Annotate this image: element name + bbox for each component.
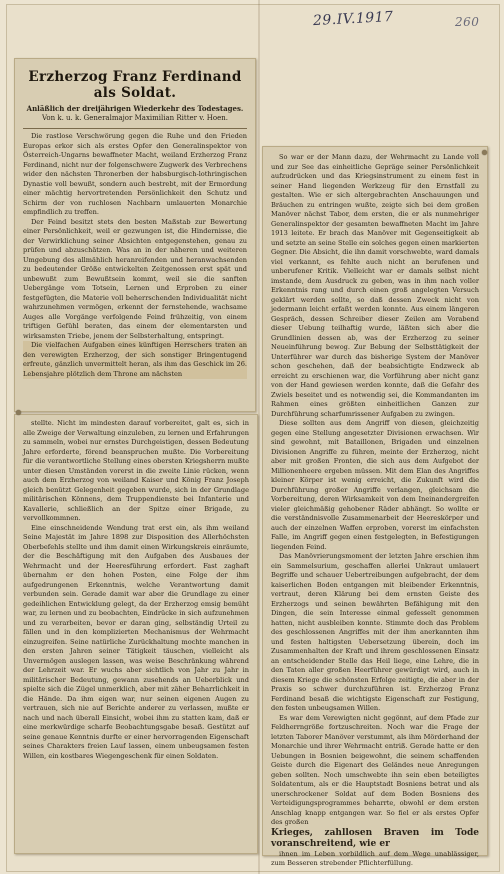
paragraph: Es war dem Verewigten nicht gegönnt, auf dem Pfade zur Feldherrngröße fortzuschreiten. Noch war die Frage der letzten Taborer Manöver verstummt, als ihm Mörderhand der Monarchie und ihrer Wehrmacht entriß. Gerade hatte er den Uebungen in Bosnien beigewohnt, die seinem schaffenden Geiste durch die Eigenart des Geländes neue Anregungen geben sollten. Noch umschwebte ihn sein eben beteiligtes Soldatentum, als er die Hauptstadt Bosniens betrat und als unerschrockener Soldat auf dem Boden Bosniens des Verteidigungsprogrammes beharrte, obwohl er dem ersten Anschlag knapp entgangen war. So fiel er als erstes Opfer des großen <box>271 713 479 826</box>
closing-line-bold: Krieges, zahllosen Braven im Tode voranschreitend, wie er <box>271 827 479 849</box>
paragraph: Der Feind besitzt stets den besten Maßstab zur Bewertung einer Persönlichkeit, weil er gezwungen ist, die Hindernisse, die der Verwirklichung seiner Absichten entgegenstehen, genau zu prüfen und abzuschätzen. Was an in der näheren und weiteren Umgebung des allmählich heranreifenden und heranwachsenden zu bedeutender Größe entwickelten Zeitgenossen erst spät und unbewußt zum Bewußtsein kommt, weil sie die sanften Uebergänge vom Totsein, Lernen und Erproben zu einer festgefügten, die Materie voll beherrschenden Individualität nicht wahrzunehmen vermögen, erkennt der fernstehende, wachsame Auges alle Vorgänge verfolgende Feind frühzeitig, von einem triftigen Gefühl beraten, das einem der elementarsten und wirksamsten Triebe, jenem der Selbsterhaltung, entspringt. <box>23 217 247 340</box>
page-number: 260 <box>455 15 480 29</box>
paragraph: stellte. Nicht im mindesten darauf vorbereitet, galt es, sich in alle Zweige der Verwaltung einzuleben, zu lernen und Erfahrungen zu sammeln, wobei nur ernstes Durchgeistigen, dessen Bedeutung Jahre erforderte, förend beanspruchen mußte. Die Vorbereitung für die verantwortliche Stellung eines obersten Kriegsherrn mußte unter diesen Umständen vorerst in die zweite Linie rücken, wenn auch dem Erzherzog von weiland Kaiser und König Franz Joseph gleich benützt Gelegenheit gegeben wurde, sich in der Grundlage militärischen Könnens, dem Truppendienste bei Infanterie und Kavallerie, schließlich an der Spitze einer Brigade, zu vervollkommnen. <box>23 419 249 522</box>
glue-mark <box>16 410 21 415</box>
closing-line: ihnen im Leben vorbildlich auf dem Wege unablässiger, zum Besseren strebender Pflichterfüllung. <box>271 849 479 867</box>
article-subtitle: Anläßlich der dreijährigen Wiederkehr des Todestages. <box>26 104 244 113</box>
article-author: Von k. u. k. Generalmajor Maximilian Ritter v. Hoen. <box>41 114 229 122</box>
article-headline: Erzherzog Franz Ferdinand als Soldat. <box>28 69 242 101</box>
article-header-clipping <box>14 58 256 412</box>
article-left-column-clipping <box>14 414 258 854</box>
article-right-column-clipping <box>262 146 488 867</box>
divider <box>23 128 247 129</box>
paragraph: Diese sollten aus dem Angriff von diesen, gleichzeitig gegen eine Stellung angesetzter Divisionen erwachsen. Wir sind gewohnt, mit Bataillonen, Brigaden und einzelnen Divisionen Angriffe zu führen, meinte der Erzherzog, nicht aber mit großen Fronten, die sich aus dem Aufgebot der Millionenheere ergeben müssen. Mit dem Elan des Angriffes kleiner Körper ist wenig erreicht, die Zukunft wird die Durchführung großer Angriffe verlangen, gleichsam die Vorbereitung, deren Wirksamkeit von dem Ineinandergreifen vieler gleichmäßig gehobener Räder abhängt. So wollte er die verständnisvolle Zusammenarbeit der Heereskörper und auch der einzelnen Waffen erproben, vorerst im einfachsten Falle, im Angriff gegen einen festgelegten, in Befestigungen liegenden Feind. <box>271 419 479 551</box>
paragraph: Eine einschneidende Wendung trat erst ein, als ihm weiland Seine Majestät im Jahre 1898 zur Disposition des Allerhöchsten Oberbefehls stellte und ihm damit einen Wirkungskreis einräumte, der die Beschäftigung mit den Aufgaben des Ausbaues der Wehrmacht und der Heeresführung erfordert. Fast zaghaft übernahm er den hohen Posten, eine Folge der ihm aufgedrungenen Erkenntnis, welche Verantwortung damit verbunden sein. Gerade damit war aber die Grundlage zu einer gedeihlichen Entwicklung gelegt, da der Erzherzog emsig bemüht war, zu lernen und zu beobachten, Eindrücke in sich aufzunehmen und zu verarbeiten, bevor er daran ging, selbständig Urteil zu fällen und in den komplizierten Mechanismus der Wehrmacht einzugreifen. Seine natürliche Zurückhaltung mochte manchen in den ersten Jahren seiner Tätigkeit täuschen, vielleicht als Unvermögen auslegen lassen, was weise Beschränkung während der Lehrzeit war. Er wuchs aber sichtlich von Jahr zu Jahr in militärischer Bedeutung, gewann zusehends an Ueberblick und spielte sich die Zügel unmerklich, aber mit zäher Beharrlichkeit in die Hände. Da ihm eigen war, nur seinen eigenen Augen zu vertrauen, sich nie auf Berichte anderer zu verlassen, mußte er nach und nach überall Einsicht, wobei ihm zu statten kam, daß er eine merkwürdige scharfe Beobachtungsgabe besaß. Gestützt auf seine genaue Kenntnis durfte er einer hervorragenden Eigenschaft seines Charakters freien Lauf lassen, einem unbeugsamen festen Willen, ein kostbares Wiegengeschenk für einen Soldaten. <box>23 523 249 760</box>
page-fold <box>258 0 260 874</box>
paragraph: Das Manövrierungsmoment der letzten Jahre erschien ihm ein Sammelsurium, geschaffen allerlei Unkraut umlauert Begriffe und schauer Uebertreibungen aufgebracht, der dem kaiserlichen Boden entgangen mit bleibender Erkenntnis, vertraut, deren Klärung bei dem ernsten Geiste des Erzherzogs und seinen bewährten Befähigung mit den Dingen, die sein Interesse einmal gefesselt genommen hatten, nicht ausbleiben konnte. Stimmte doch das Problem des geschlossenen Angriffes mit der ihm anerkannten ihm und festen haltigsten Uebersetzung überein, doch im Zusammenhalten der Kraft und ihrem geschlossenen Einsatz an entscheidender Stelle das Heil liege, eine Lehre, die in den Taten aller großen Heerführer gewürdigt wird, auch in diesem Kriege die schönsten Erfolge zeitigte, die aber in der Praxis so schwer durchzuführen ist. Erzherzog Franz Ferdinand besaß die wichtigste Eigenschaft zur Festigung, den festen unbeugsamen Willen. <box>271 552 479 712</box>
paragraph: Die vielfachen Aufgaben eines künftigen Herrschers traten an den verewigten Erzherzog, der sich sonstiger Bringentugend erfreute, gänzlich unvermittelt heran, als ihm das Geschick im 26. Lebensjahre plötzlich dem Throne am nächsten <box>23 341 247 378</box>
paragraph: Die rastlose Verschwörung gegen die Ruhe und den Frieden Europas erkor sich als erstes Opfer den Generalinspektor von Österreich-Ungarns bewaffneter Macht, weiland Erzherzog Franz Ferdinand, nicht nur der folgenschwere Zugwerk des Verbrechens wider den nächsten Thronerben der habsburgisch-lothringischen Dynastie voll bewußt, sondern auch bestrebt, mit der Ermordung einer mächtig hervortretenden Persönlichkeit den Schutz und Schirm der von ruchlosen Nachbarn umlauerten Monarchie empfindlich zu treffen. <box>23 132 247 216</box>
paragraph: So war er der Mann dazu, der Wehrmacht zu Lande voll und zur See das einheitliche Gepräge seiner Persönlichkeit aufzudrücken und das Kriegsinstrument zu einem fest in seiner Hand liegenden Werkzeug für den Ernstfall zu gestalten. Wie er sich altergebrachten Anschauungen und Bräuchen zu entringen wußte, zeigte sich bei dem großen Manöver nächst Tabor, dem ersten, die er als nunmehriger Generalinspektor der gesamten bewaffneten Macht im Jahre 1913 leitete. Er brach das Manöver mit Gegenseitigkeit ab und setzte an seine Stelle ein solches gegen einen markierten Gegner. Die Absicht, die ihn damit vorschwebte, ward damals viel verkannt, es fehlte auch nicht an berufenen und unberufener Kritik. Vielleicht war er damals selbst nicht imstande, dem Ausdruck zu geben, was in ihm nach voller Erkenntnis rang und durch einen groß angelegten Versuch geklärt werden sollte, so daß dessen Zweck nicht von jedermann leicht erfaßt werden konnte. Aus einem längeren Gespräch, dessen Schreiber dieser Zeilen am Vorabend dieser Uebung teilhaftig wurde, läßten sich aber die Grundlinien dessen ab, was der Erzherzog zu seiner Neueinführung bewog. Zur Bebung der Selbsttätigkeit der Unterführer war durch das bisherige System der Manöver schon geschehen, daß der beabsichtigte Endzweck ab erreicht zu erschienen war, die Vorführung aber nicht ganz von der Hand gewiesen werden konnte, daß die Gefahr des Zwiels beseitet und es notwendig sei, die Kommandanten im Rahmen eines größten einheitlichen Ganzen zur Durchführung scharfumrissener Aufgaben zu zwingen. <box>271 153 479 418</box>
glue-mark <box>482 150 487 155</box>
handwritten-date: 29.IV.1917 <box>312 8 394 30</box>
